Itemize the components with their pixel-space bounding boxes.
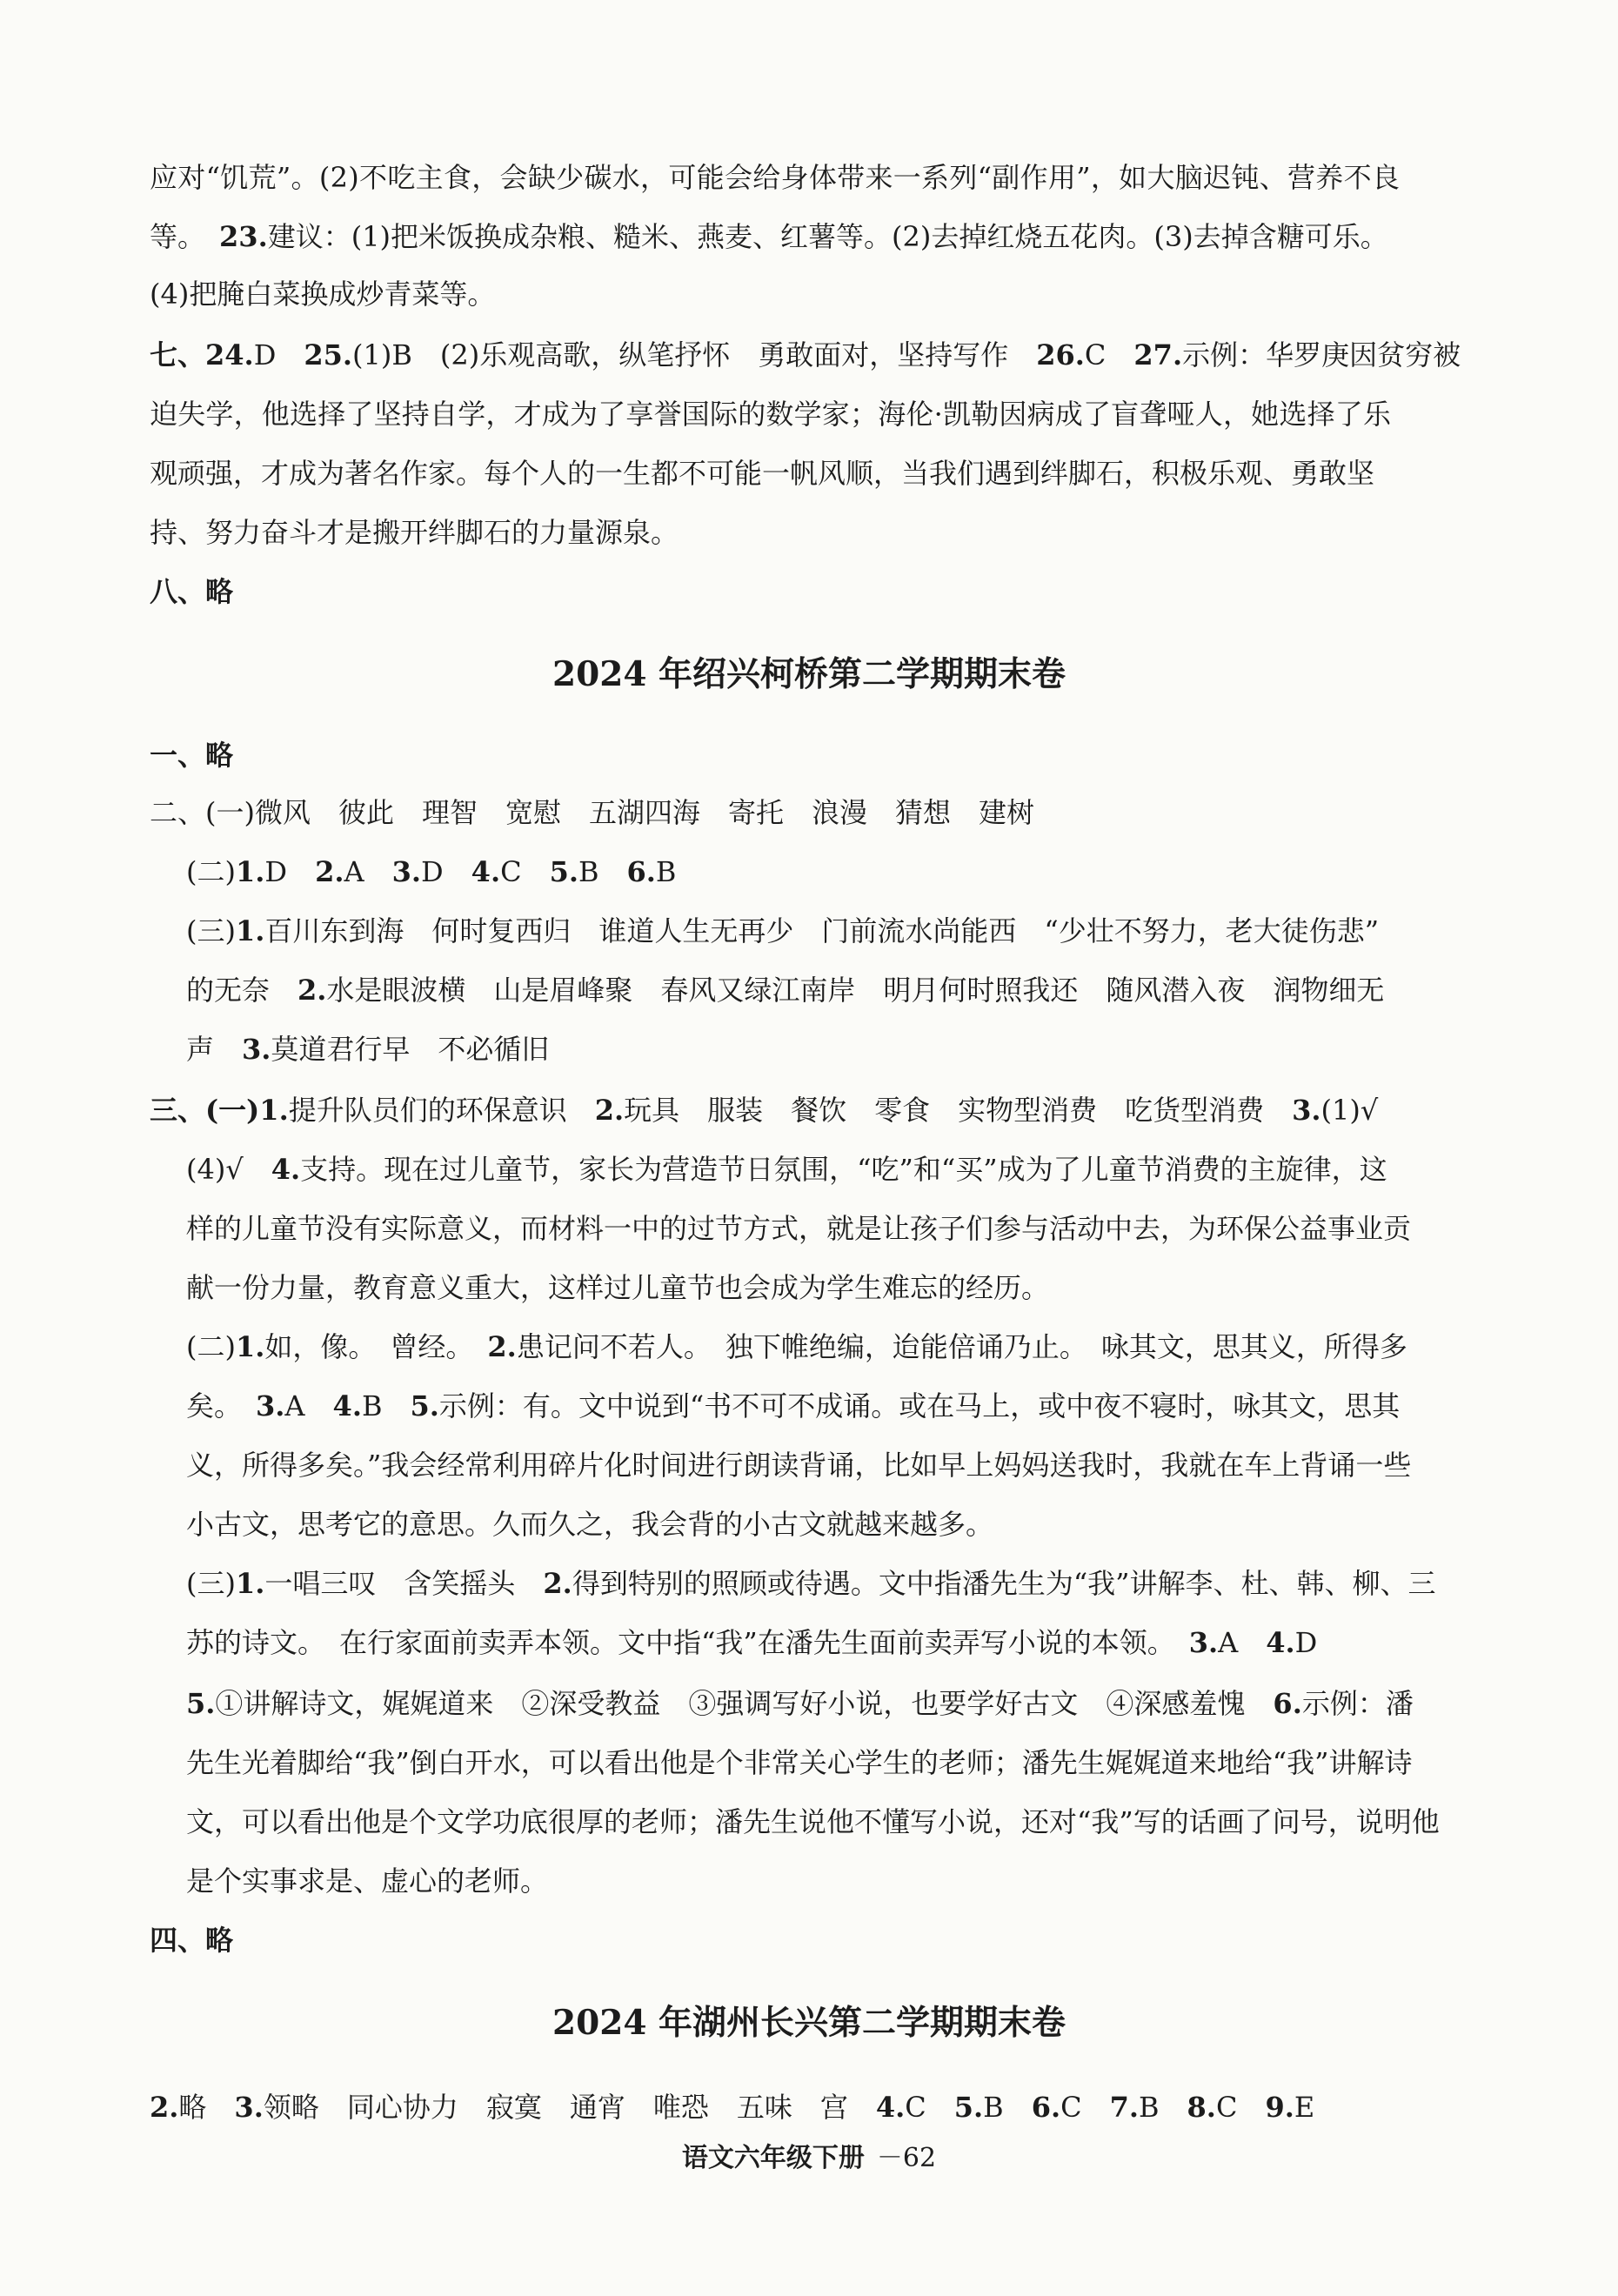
answer-line: 等。 23.建议：(1)把米饭换成杂粮、糙米、燕麦、红薯等。(2)去掉红烧五花肉。(3)去掉含糖可乐。 <box>150 220 1388 253</box>
answer-line: 二、(一)微风 彼此 理智 宽慰 五湖四海 寄托 浪漫 猜想 建树 <box>150 796 1034 829</box>
answer-line: (三)1.百川东到海 何时复西归 谁道人生无再少 门前流水尚能西 “少壮不努力，老大徒伤悲” <box>186 914 1380 947</box>
page-number: －62 <box>876 2143 937 2173</box>
answer-line: 的无奈 2.水是眼波横 山是眉峰聚 春风又绿江南岸 明月何时照我还 随风潜入夜 润物细无 <box>186 974 1385 1007</box>
exam-title: 2024 年绍兴柯桥第二学期期末卷 <box>552 654 1066 694</box>
answer-line: 观顽强，才成为著名作家。每个人的一生都不可能一帆风顺，当我们遇到绊脚石，积极乐观、勇敢坚 <box>150 457 1375 490</box>
answer-line: (4)√ 4.支持。现在过儿童节，家长为营造节日氛围，“吃”和“买”成为了儿童节消费的主旋律，这 <box>186 1153 1387 1186</box>
answer-line: 迫失学，他选择了坚持自学，才成为了享誉国际的数学家；海伦·凯勒因病成了盲聋哑人，她选择了乐 <box>150 398 1392 431</box>
answer-line: 声 3.莫道君行早 不必循旧 <box>186 1033 550 1066</box>
answer-line: 义，所得多矣。”我会经常利用碎片化时间进行朗读背诵，比如早上妈妈送我时，我就在车上背诵一些 <box>186 1449 1412 1482</box>
answer-line: 2.略 3.领略 同心协力 寂寞 通宵 唯恐 五味 宫 4.C 5.B 6.C 7.B 8.C 9.E <box>150 2091 1315 2124</box>
exam-title: 2024 年湖州长兴第二学期期末卷 <box>552 2003 1066 2043</box>
answer-line: 先生光着脚给“我”倒白开水，可以看出他是个非常关心学生的老师；潘先生娓娓道来地给“我”讲解诗 <box>186 1746 1413 1779</box>
answer-line: 应对“饥荒”。(2)不吃主食，会缺少碳水，可能会给身体带来一系列“副作用”，如大脑迟钝、营养不良 <box>150 161 1401 194</box>
answer-line: 献一份力量，教育意义重大，这样过儿童节也会成为学生难忘的经历。 <box>186 1271 1050 1304</box>
answer-line: 样的儿童节没有实际意义，而材料一中的过节方式，就是让孩子们参与活动中去，为环保公益事业贡 <box>186 1212 1412 1245</box>
answer-line: 5.①讲解诗文，娓娓道来 ②深受教益 ③强调写好小说，也要学好古文 ④深感羞愧 6.示例：潘 <box>186 1687 1414 1720</box>
book-title: 语文六年级下册 <box>681 2143 865 2173</box>
section-heading: 八、略 <box>150 575 234 608</box>
page-footer <box>0 2136 1618 2174</box>
answer-line: 是个实事求是、虚心的老师。 <box>186 1864 549 1898</box>
answer-line: 小古文，思考它的意思。久而久之，我会背的小古文就越来越多。 <box>186 1508 994 1541</box>
answer-line: 苏的诗文。 在行家面前卖弄本领。文中指“我”在潘先生面前卖弄写小说的本领。 3.A 4.D <box>186 1626 1318 1659</box>
answer-line: 七、24.D 25.(1)B (2)乐观高歌，纵笔抒怀 勇敢面对，坚持写作 26.C 27.示例：华罗庚因贫穷被 <box>150 338 1461 372</box>
answer-line: (二)1.如，像。 曾经。 2.患记问不若人。 独下帷绝编，迨能倍诵乃止。 咏其文，思其义，所得多 <box>186 1330 1407 1363</box>
answer-line: 矣。 3.A 4.B 5.示例：有。文中说到“书不可不成诵。或在马上，或中夜不寝时，咏其文，思其 <box>186 1389 1401 1422</box>
answer-line: 持、努力奋斗才是搬开绊脚石的力量源泉。 <box>150 516 679 549</box>
section-heading: 四、略 <box>150 1924 234 1957</box>
answer-line: 三、(一)1.提升队员们的环保意识 2.玩具 服装 餐饮 零食 实物型消费 吃货型消费 3.(1)√ <box>150 1094 1379 1127</box>
answer-line: (二)1.D 2.A 3.D 4.C 5.B 6.B <box>186 855 677 888</box>
answer-line: (三)1.一唱三叹 含笑摇头 2.得到特别的照顾或待遇。文中指潘先生为“我”讲解李、杜、韩、柳、三 <box>186 1567 1436 1600</box>
section-heading: 一、略 <box>150 739 234 772</box>
answer-line: 文，可以看出他是个文学功底很厚的老师；潘先生说他不懂写小说，还对“我”写的话画了问号，说明他 <box>186 1805 1440 1838</box>
answer-line: (4)把腌白菜换成炒青菜等。 <box>150 278 496 311</box>
